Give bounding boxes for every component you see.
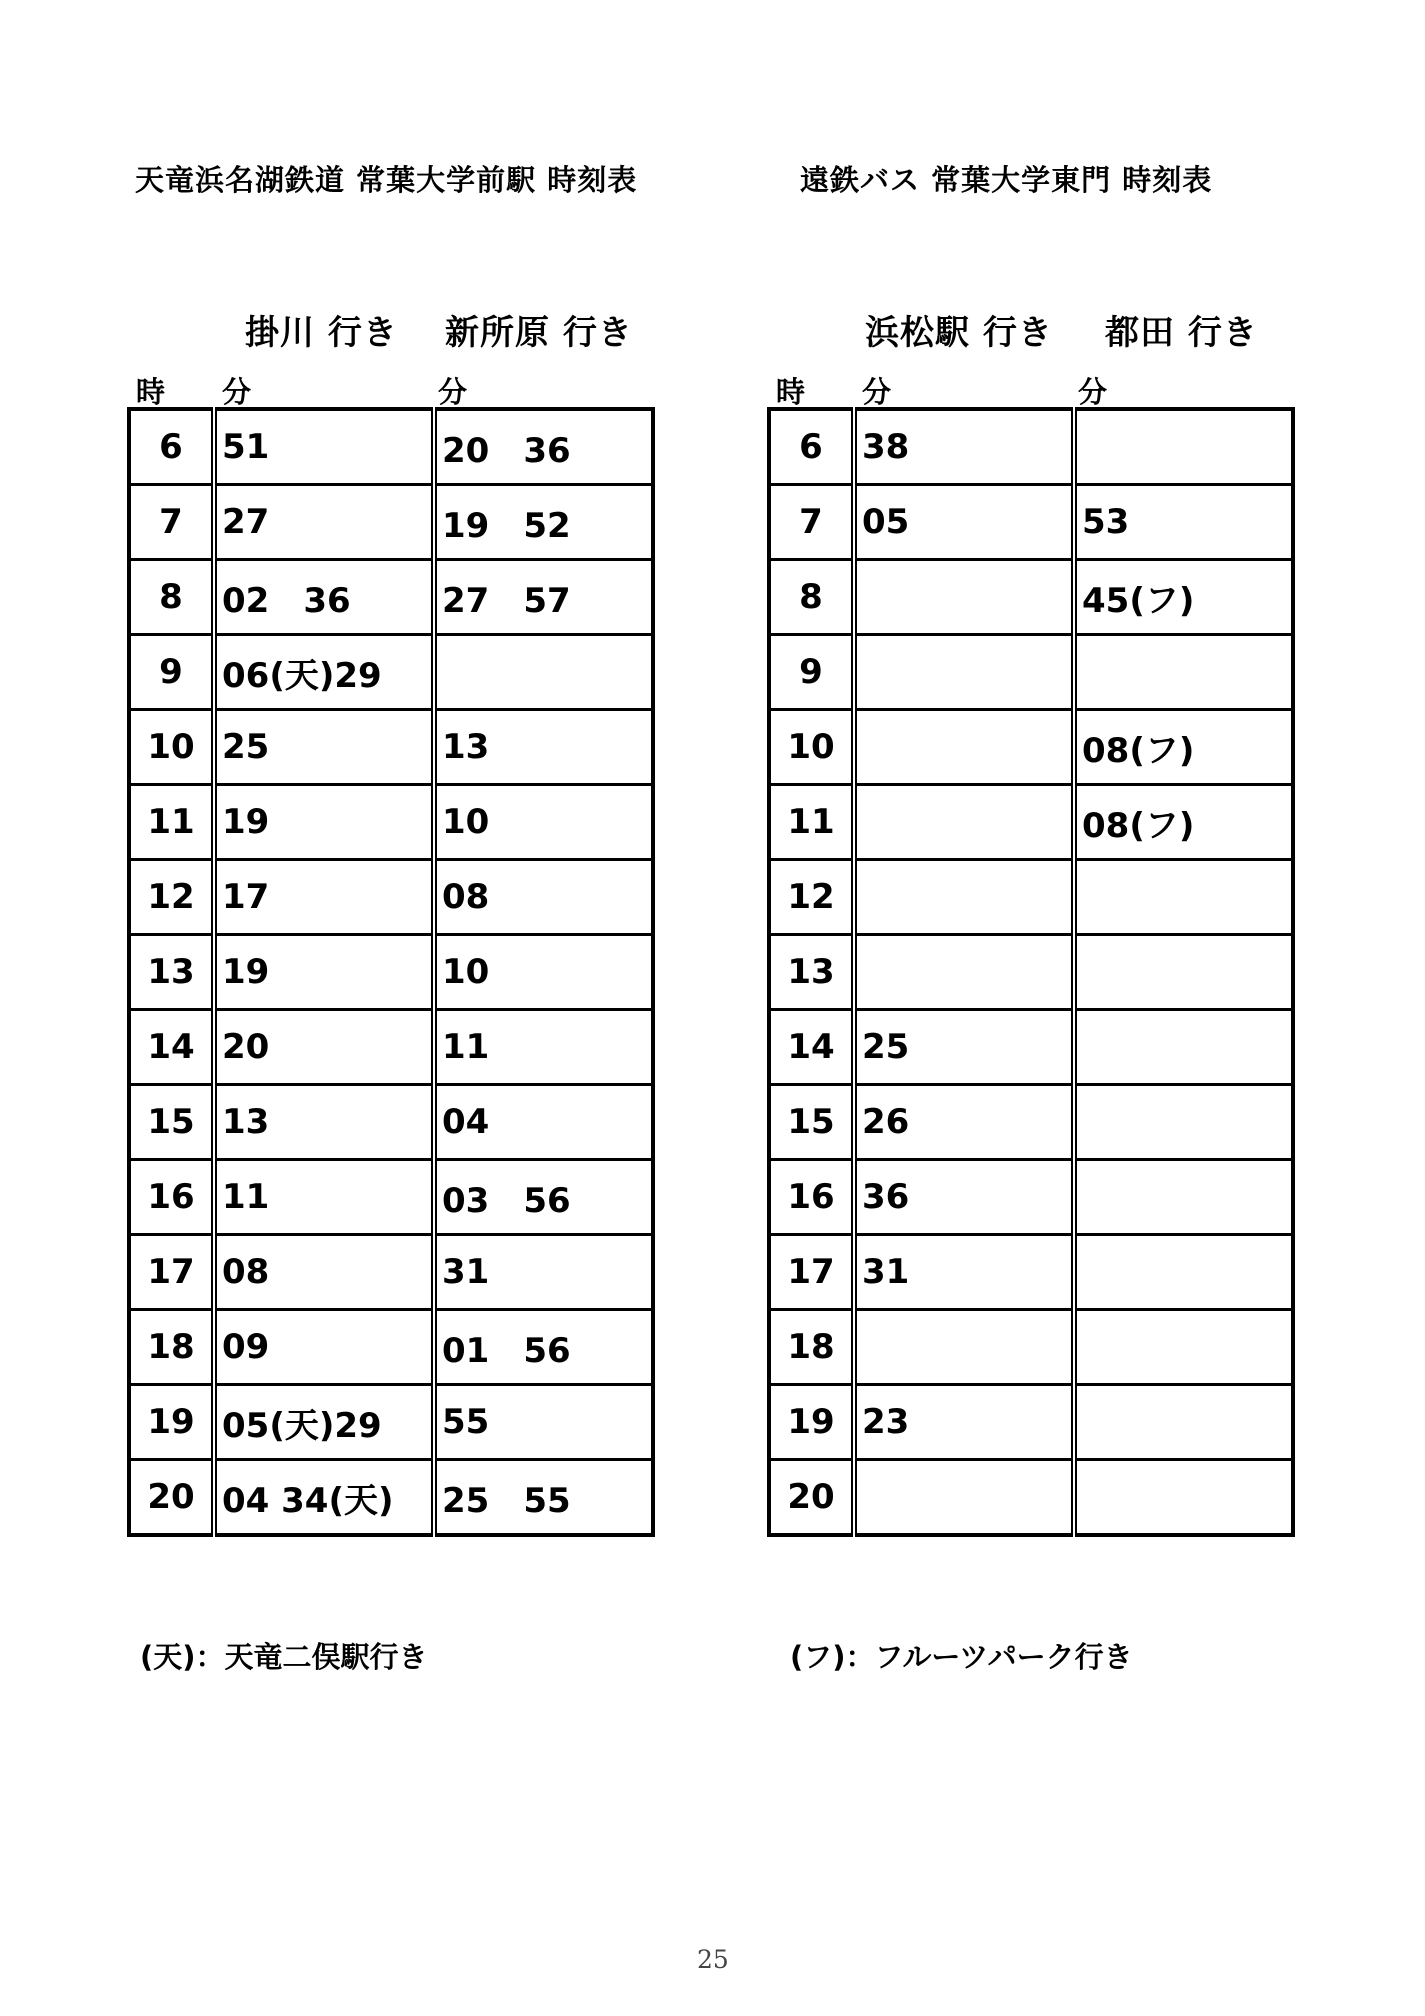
hour-cell: 16: [769, 1160, 854, 1235]
minutes-cell-a: 05: [854, 485, 1074, 560]
minutes-cell-b: 11: [434, 1010, 653, 1085]
minutes-cell-a: 38: [854, 409, 1074, 485]
minutes-cell-a: 51: [214, 409, 434, 485]
minutes-cell-b: 20 36: [434, 409, 653, 485]
hour-cell: 10: [769, 710, 854, 785]
minutes-cell-b: 31: [434, 1235, 653, 1310]
minutes-cell-b: 55: [434, 1385, 653, 1460]
minutes-cell-b: [1074, 409, 1293, 485]
left-timetable-row: [129, 860, 653, 935]
minutes-cell-a: [854, 1460, 1074, 1536]
left-timetable-row: [129, 1235, 653, 1310]
left-min-header-a: 分: [222, 375, 252, 409]
right-timetable-row: [769, 1310, 1293, 1385]
hour-cell: 7: [129, 485, 214, 560]
minutes-cell-b: [1074, 635, 1293, 710]
minutes-cell-a: 05(天)29: [214, 1385, 434, 1460]
minutes-cell-b: 45(フ): [1074, 560, 1293, 635]
left-timetable-row: [129, 935, 653, 1010]
minutes-cell-b: 03 56: [434, 1160, 653, 1235]
minutes-cell-b: [434, 635, 653, 710]
right-timetable-row: [769, 1385, 1293, 1460]
minutes-cell-a: 09: [214, 1310, 434, 1385]
minutes-cell-b: 10: [434, 785, 653, 860]
minutes-cell-a: 23: [854, 1385, 1074, 1460]
left-timetable: [127, 407, 655, 1537]
left-timetable-row: [129, 785, 653, 860]
right-timetable-row: [769, 785, 1293, 860]
minutes-cell-b: [1074, 1010, 1293, 1085]
minutes-cell-a: [854, 635, 1074, 710]
left-timetable-row: [129, 485, 653, 560]
right-timetable-row: [769, 710, 1293, 785]
hour-cell: 7: [769, 485, 854, 560]
left-timetable-row: [129, 1385, 653, 1460]
minutes-cell-b: [1074, 1235, 1293, 1310]
hour-cell: 10: [129, 710, 214, 785]
minutes-cell-a: 25: [214, 710, 434, 785]
hour-cell: 18: [129, 1310, 214, 1385]
minutes-cell-a: 11: [214, 1160, 434, 1235]
hour-cell: 19: [769, 1385, 854, 1460]
minutes-cell-a: 02 36: [214, 560, 434, 635]
left-timetable-row: [129, 1310, 653, 1385]
minutes-cell-b: [1074, 860, 1293, 935]
hour-cell: 12: [769, 860, 854, 935]
hour-cell: 17: [129, 1235, 214, 1310]
minutes-cell-a: [854, 710, 1074, 785]
right-hour-header: 時: [776, 375, 806, 409]
hour-cell: 19: [129, 1385, 214, 1460]
hour-cell: 15: [769, 1085, 854, 1160]
right-min-header-b: 分: [1078, 375, 1108, 409]
right-timetable-row: [769, 560, 1293, 635]
minutes-cell-a: 19: [214, 935, 434, 1010]
right-title: 遠鉄バス 常葉大学東門 時刻表: [800, 163, 1213, 197]
minutes-cell-b: 25 55: [434, 1460, 653, 1536]
minutes-cell-b: 04: [434, 1085, 653, 1160]
page-number: 25: [697, 1945, 729, 1974]
right-timetable-row: [769, 485, 1293, 560]
minutes-cell-b: 01 56: [434, 1310, 653, 1385]
minutes-cell-a: [854, 935, 1074, 1010]
right-min-header-a: 分: [862, 375, 892, 409]
minutes-cell-b: 08(フ): [1074, 785, 1293, 860]
minutes-cell-b: 08(フ): [1074, 710, 1293, 785]
minutes-cell-a: [854, 1310, 1074, 1385]
left-timetable-row: [129, 409, 653, 485]
right-timetable-row: [769, 409, 1293, 485]
right-timetable-row: [769, 1460, 1293, 1536]
minutes-cell-b: 19 52: [434, 485, 653, 560]
minutes-cell-a: 36: [854, 1160, 1074, 1235]
minutes-cell-a: 31: [854, 1235, 1074, 1310]
minutes-cell-a: 20: [214, 1010, 434, 1085]
right-timetable-row: [769, 1010, 1293, 1085]
right-timetable-row: [769, 1160, 1293, 1235]
hour-cell: 15: [129, 1085, 214, 1160]
minutes-cell-b: [1074, 1310, 1293, 1385]
left-timetable-row: [129, 1160, 653, 1235]
minutes-cell-a: [854, 785, 1074, 860]
minutes-cell-a: 08: [214, 1235, 434, 1310]
hour-cell: 20: [129, 1460, 214, 1536]
hour-cell: 11: [129, 785, 214, 860]
right-timetable-row: [769, 935, 1293, 1010]
minutes-cell-a: 27: [214, 485, 434, 560]
left-note: (天)：天竜二俣駅行き: [140, 1640, 428, 1674]
left-timetable-row: [129, 1460, 653, 1536]
minutes-cell-b: 08: [434, 860, 653, 935]
hour-cell: 12: [129, 860, 214, 935]
minutes-cell-a: 06(天)29: [214, 635, 434, 710]
minutes-cell-b: [1074, 935, 1293, 1010]
left-hour-header: 時: [136, 375, 166, 409]
minutes-cell-a: 25: [854, 1010, 1074, 1085]
minutes-cell-b: 27 57: [434, 560, 653, 635]
hour-cell: 17: [769, 1235, 854, 1310]
minutes-cell-b: [1074, 1460, 1293, 1536]
hour-cell: 14: [769, 1010, 854, 1085]
minutes-cell-b: 53: [1074, 485, 1293, 560]
hour-cell: 13: [129, 935, 214, 1010]
minutes-cell-a: 17: [214, 860, 434, 935]
minutes-cell-a: 13: [214, 1085, 434, 1160]
right-timetable-row: [769, 635, 1293, 710]
left-timetable-row: [129, 1010, 653, 1085]
left-timetable-row: [129, 560, 653, 635]
minutes-cell-a: 04 34(天): [214, 1460, 434, 1536]
minutes-cell-b: [1074, 1385, 1293, 1460]
hour-cell: 11: [769, 785, 854, 860]
hour-cell: 9: [769, 635, 854, 710]
hour-cell: 8: [129, 560, 214, 635]
right-timetable-row: [769, 1085, 1293, 1160]
hour-cell: 6: [129, 409, 214, 485]
right-note: (フ)：フルーツパーク行き: [790, 1640, 1133, 1674]
hour-cell: 8: [769, 560, 854, 635]
hour-cell: 9: [129, 635, 214, 710]
hour-cell: 20: [769, 1460, 854, 1536]
minutes-cell-b: [1074, 1160, 1293, 1235]
minutes-cell-a: [854, 860, 1074, 935]
hour-cell: 6: [769, 409, 854, 485]
right-timetable: [767, 407, 1295, 1537]
hour-cell: 13: [769, 935, 854, 1010]
minutes-cell-b: 13: [434, 710, 653, 785]
hour-cell: 18: [769, 1310, 854, 1385]
hour-cell: 16: [129, 1160, 214, 1235]
minutes-cell-b: [1074, 1085, 1293, 1160]
left-min-header-b: 分: [438, 375, 468, 409]
right-timetable-row: [769, 1235, 1293, 1310]
minutes-cell-a: 19: [214, 785, 434, 860]
left-timetable-row: [129, 635, 653, 710]
right-timetable-row: [769, 860, 1293, 935]
left-dest-b: 新所原 行き: [445, 313, 633, 353]
left-timetable-row: [129, 710, 653, 785]
minutes-cell-a: [854, 560, 1074, 635]
minutes-cell-b: 10: [434, 935, 653, 1010]
left-timetable-row: [129, 1085, 653, 1160]
right-dest-a: 浜松駅 行き: [865, 313, 1053, 353]
left-title: 天竜浜名湖鉄道 常葉大学前駅 時刻表: [135, 163, 638, 197]
left-dest-a: 掛川 行き: [245, 313, 398, 353]
minutes-cell-a: 26: [854, 1085, 1074, 1160]
hour-cell: 14: [129, 1010, 214, 1085]
right-dest-b: 都田 行き: [1105, 313, 1258, 353]
